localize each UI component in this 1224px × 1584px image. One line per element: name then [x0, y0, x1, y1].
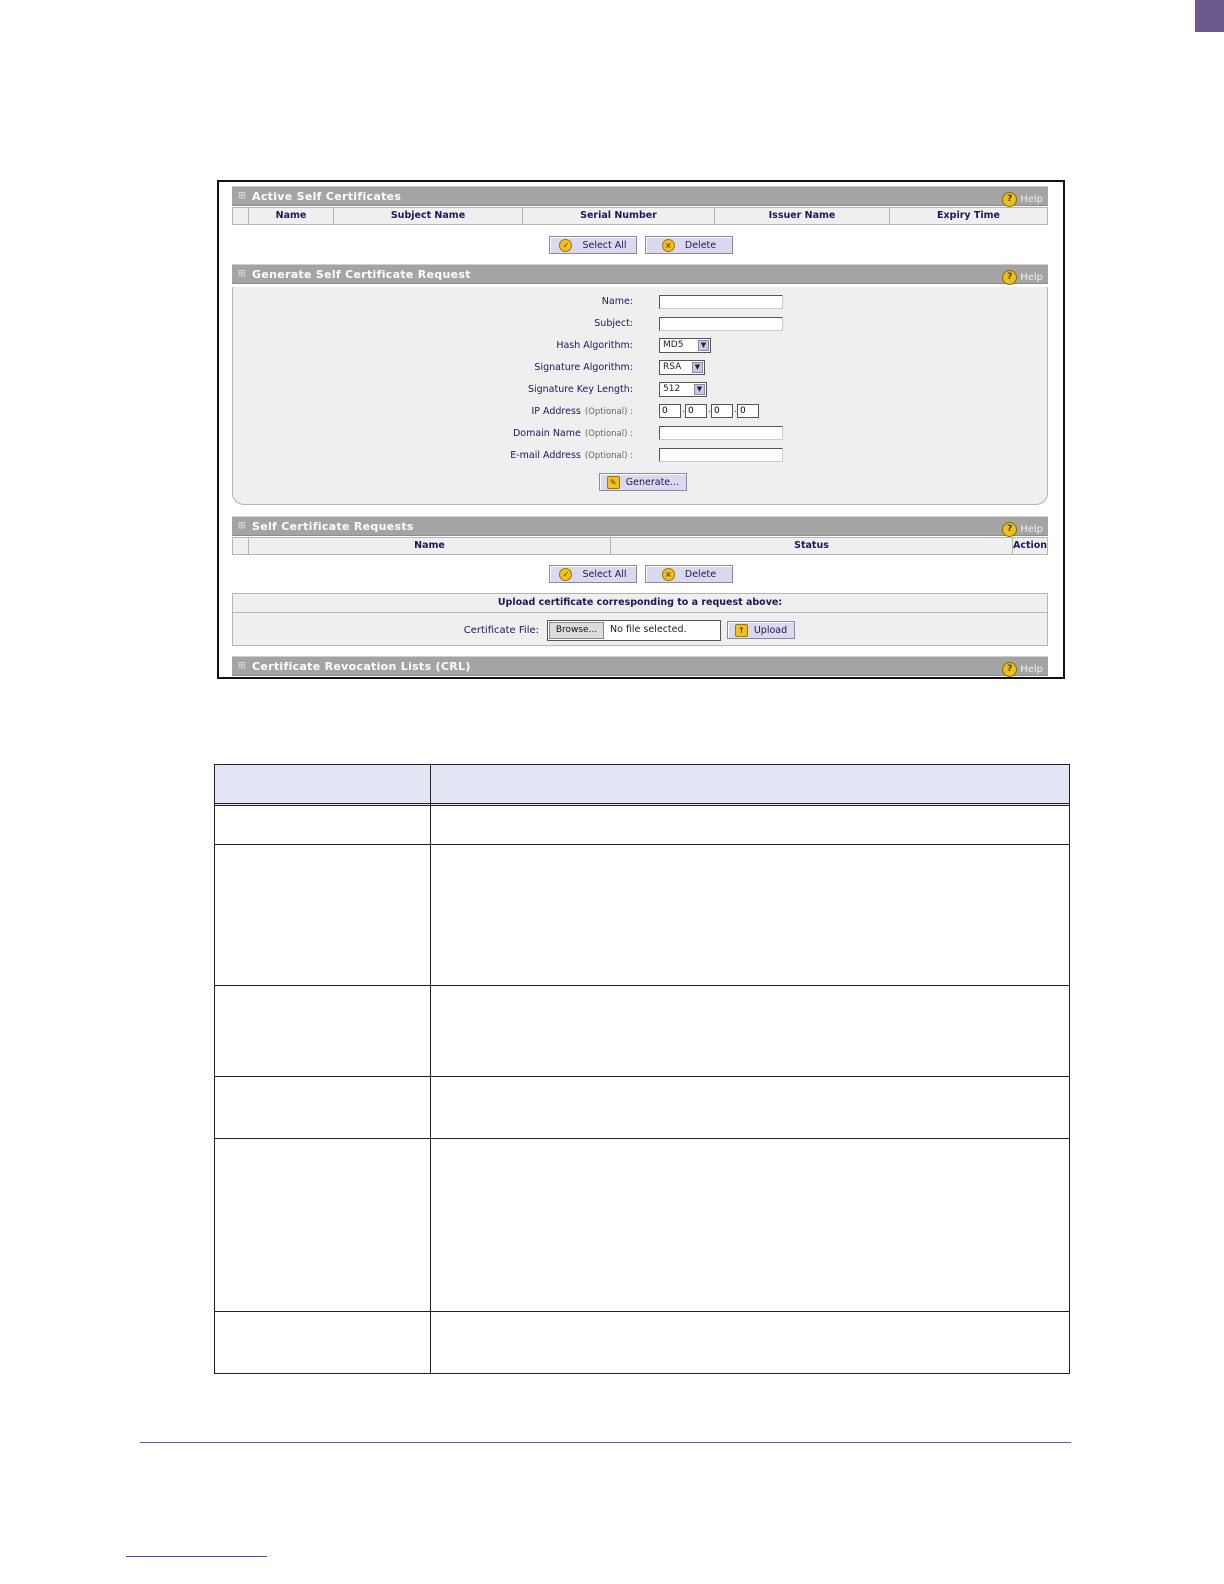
ip-octet-4[interactable]: 0 — [737, 404, 759, 418]
chevron-down-icon: ▼ — [692, 362, 703, 373]
help-link[interactable]: ? Help — [1002, 519, 1043, 534]
table-row — [215, 844, 1069, 845]
generate-request-form: Name: Subject: Hash Algorithm: MD5 ▼ Signature Algorithm: RSA ▼ Signature Key Length: 512 ▼ IP Address (Optional) : 0 . 0 . 0 . 0 Domain Name (Optional) : E-mail Address (Optional) : ✎ Generate... — [232, 287, 1048, 505]
footer-link-underline[interactable] — [126, 1556, 267, 1557]
certificate-file-label: Certificate File: — [463, 625, 539, 636]
hash-algorithm-label: Hash Algorithm: — [556, 340, 633, 351]
ip-address-label: IP Address (Optional) : — [531, 406, 633, 417]
subject-label: Subject: — [594, 318, 633, 329]
checkbox-column — [233, 208, 249, 224]
column-action: Action — [1013, 540, 1048, 551]
expand-icon[interactable]: ⊞ — [238, 661, 246, 671]
chevron-down-icon: ▼ — [698, 340, 709, 351]
help-icon: ? — [1002, 522, 1017, 537]
check-icon: ✓ — [559, 239, 572, 252]
section-title: Generate Self Certificate Request — [252, 268, 471, 281]
check-icon: ✓ — [559, 568, 572, 581]
upload-button[interactable]: ↑ Upload — [727, 621, 795, 639]
signature-algorithm-select[interactable]: RSA ▼ — [659, 360, 705, 375]
help-link[interactable]: ? Help — [1002, 659, 1043, 674]
checkbox-column — [233, 538, 249, 554]
upload-certificate-box — [232, 593, 1048, 646]
hash-algorithm-select[interactable]: MD5 ▼ — [659, 338, 711, 353]
help-link[interactable]: ? Help — [1002, 267, 1043, 282]
cancel-icon: × — [662, 239, 675, 252]
email-address-input[interactable] — [659, 448, 783, 462]
help-link[interactable]: ? Help — [1002, 189, 1043, 204]
ip-octet-2[interactable]: 0 — [685, 404, 707, 418]
ip-octet-3[interactable]: 0 — [711, 404, 733, 418]
footer-rule — [140, 1442, 1071, 1443]
active-certificates-table-header — [232, 207, 1048, 225]
column-name: Name — [249, 208, 334, 224]
expand-icon[interactable]: ⊞ — [238, 191, 246, 201]
table-row — [215, 1076, 1069, 1077]
section-title: Self Certificate Requests — [252, 520, 414, 533]
crl-header — [232, 656, 1048, 676]
ip-octet-1[interactable]: 0 — [659, 404, 681, 418]
column-subject-name: Subject Name — [334, 208, 523, 224]
email-address-label: E-mail Address (Optional) : — [510, 450, 633, 461]
select-all-button[interactable]: ✓ Select All — [549, 236, 637, 254]
page-tab-marker — [1195, 0, 1224, 32]
browse-button[interactable]: Browse... — [549, 622, 604, 639]
upload-icon: ↑ — [735, 624, 748, 637]
table-header-row — [215, 765, 1069, 806]
name-label: Name: — [601, 296, 633, 307]
cancel-icon: × — [662, 568, 675, 581]
column-issuer-name: Issuer Name — [715, 208, 890, 224]
certificate-screenshot — [217, 180, 1065, 679]
table-row — [215, 985, 1069, 986]
certificate-file-input[interactable] — [547, 620, 721, 641]
column-name: Name — [249, 538, 611, 554]
delete-button[interactable]: × Delete — [645, 565, 733, 583]
column-divider — [430, 765, 431, 1373]
table-row — [215, 1311, 1069, 1312]
key-length-select[interactable]: 512 ▼ — [659, 382, 707, 397]
active-self-certificates-header — [232, 186, 1048, 206]
chevron-down-icon: ▼ — [694, 384, 705, 395]
section-title: Active Self Certificates — [252, 190, 402, 203]
signature-algorithm-label: Signature Algorithm: — [534, 362, 633, 373]
domain-name-label: Domain Name (Optional) : — [512, 428, 633, 439]
expand-icon[interactable]: ⊞ — [238, 269, 246, 279]
generate-request-header — [232, 264, 1048, 284]
section-title: Certificate Revocation Lists (CRL) — [252, 660, 471, 673]
file-status-text: No file selected. — [610, 624, 687, 635]
expand-icon[interactable]: ⊞ — [238, 521, 246, 531]
domain-name-input[interactable] — [659, 426, 783, 440]
table-row — [215, 1138, 1069, 1139]
self-certificate-requests-header — [232, 516, 1048, 536]
subject-input[interactable] — [659, 317, 783, 331]
upload-title: Upload certificate corresponding to a request above: — [233, 594, 1047, 613]
column-serial-number: Serial Number — [523, 208, 715, 224]
requests-table-header — [232, 537, 1048, 555]
settings-description-table — [214, 764, 1070, 1374]
certificate-icon: ✎ — [607, 476, 620, 489]
column-status: Status — [611, 538, 1013, 554]
help-icon: ? — [1002, 270, 1017, 285]
help-icon: ? — [1002, 192, 1017, 207]
key-length-label: Signature Key Length: — [527, 384, 633, 395]
select-all-button[interactable]: ✓ Select All — [549, 565, 637, 583]
help-icon: ? — [1002, 662, 1017, 677]
delete-button[interactable]: × Delete — [645, 236, 733, 254]
column-expiry-time: Expiry Time — [937, 210, 1000, 221]
name-input[interactable] — [659, 295, 783, 309]
generate-button[interactable]: ✎ Generate... — [599, 473, 687, 491]
